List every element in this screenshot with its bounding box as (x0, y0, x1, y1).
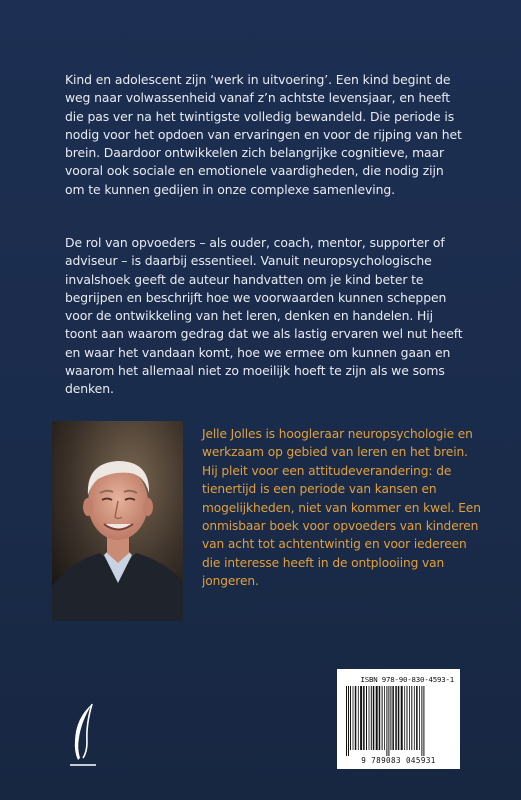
description-paragraph-1: Kind en adolescent zijn ‘werk in uitvoering’. Een kind begint de weg naar volwassenheid vanaf z’n achtste levensjaar, en heeft die pas ver na het twintigste volledig bewandeld. Die periode is nodig voor het opdoen van ervaringen en voor de rijping van het brein. Daardoor ontwikkelen zich belangrijke cognitieve, maar vooral ook sociale en emotionele vaardigheden, die nodig zijn om te kunnen gedijen in onze complexe samenleving. (65, 72, 462, 197)
barcode-bar (369, 686, 370, 750)
isbn-digits: 9 789083 045931 (361, 756, 436, 765)
barcode-bar (398, 686, 400, 750)
barcode-bar (419, 686, 420, 750)
barcode-bar (411, 686, 412, 750)
barcode-bar (346, 686, 347, 756)
barcode-bar (421, 686, 422, 756)
barcode-bar (379, 686, 381, 750)
publisher-logo (66, 702, 100, 768)
barcode-bar (358, 686, 359, 750)
barcode-bar (373, 686, 375, 750)
barcode-bar (384, 686, 385, 750)
barcode-bar (360, 686, 362, 750)
barcode-bar (388, 686, 389, 756)
barcode-bar (355, 686, 357, 750)
barcode-bar (407, 686, 408, 750)
barcode-bar (416, 686, 418, 750)
author-portrait (52, 421, 183, 621)
barcode-bar (353, 686, 354, 750)
description-paragraph-2: De rol van opvoeders – als ouder, coach, mentor, supporter of adviseur – is daarbij essentieel. Vanuit neuropsychologische invalshoek geeft de auteur handvatten om je kind beter te begrijpen en beschrijft hoe we voorwaarden kunnen scheppen voor de ontwikkeling van het leren, denken en handelen. Hij toont aan waarom gedrag dat we als lastig ervaren wel nut heeft en waar het vandaan komt, hoe we ermee om kunnen gaan en waarom het allemaal niet zo moeilijk hoeft te zijn als we soms denken. (65, 235, 463, 397)
barcode-bar (401, 686, 403, 750)
barcode-bar (404, 686, 405, 750)
barcode-bars (343, 686, 454, 756)
barcode-bar (395, 686, 397, 750)
author-bio: Jelle Jolles is hoogleraar neuropsychologie en werkzaam op gebied van leren en het brein. Hij pleit voor een attitudeverandering: de tienertijd is een periode van kansen en mogelijkheden, niet van kommer en kwel. Een onmisbaar boek voor opvoeders van kinderen van acht tot achtentwintig en voor iedereen die interesse heeft in de ontplooiing van jongeren. (202, 427, 481, 589)
barcode-bar (348, 686, 349, 756)
barcode-bar (382, 686, 383, 750)
barcode-bar (409, 686, 410, 750)
isbn-label: ISBN 978-90-830-4593-1 (360, 675, 454, 684)
barcode-bar (376, 686, 378, 750)
author-photo (52, 421, 183, 621)
barcode-bar (366, 686, 367, 750)
barcode-bar (350, 686, 351, 750)
barcode-bar (363, 686, 365, 750)
barcode-bar (423, 686, 424, 756)
barcode-bar (386, 686, 387, 756)
barcode-bar (371, 686, 372, 750)
barcode-bar (392, 686, 394, 750)
isbn-barcode (337, 669, 460, 769)
barcode-bar (390, 686, 391, 750)
quill-icon (66, 702, 100, 768)
barcode-bar (414, 686, 415, 750)
